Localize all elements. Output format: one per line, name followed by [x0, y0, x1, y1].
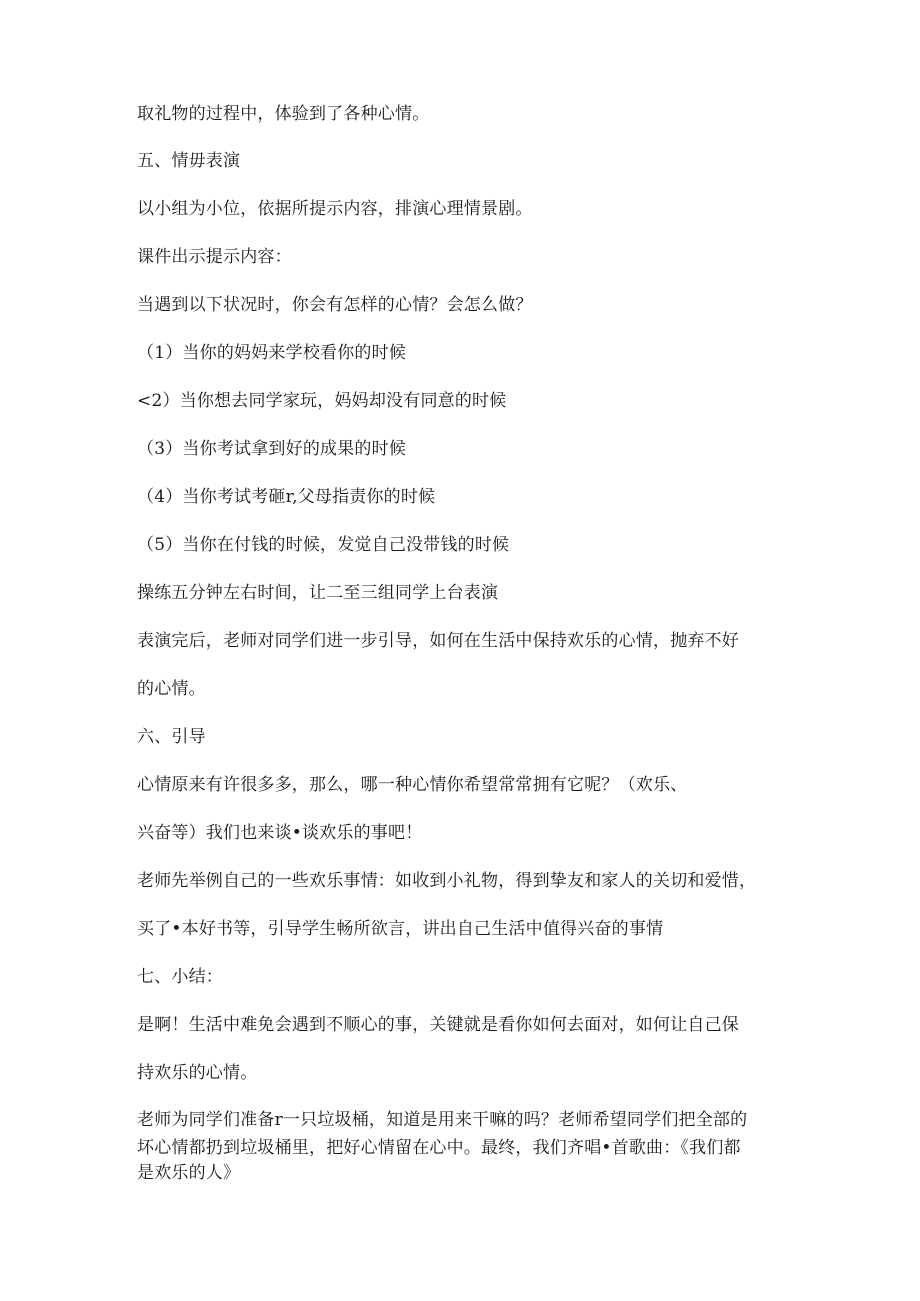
paragraph-line: 操练五分钟左右时间，让二至三组同学上台表演	[137, 583, 499, 603]
paragraph-line: 心情原来有许很多多，那么，哪一种心情你希望常常拥有它呢？（欢乐、	[137, 775, 688, 795]
paragraph-line: 课件出示提示内容：	[137, 247, 292, 267]
list-item: （3）当你考试拿到好的成果的时候	[137, 439, 407, 459]
paragraph-line: 是啊！生活中难免会遇到不顺心的事，关键就是看你如何去面对，如何让自己保	[137, 1015, 739, 1035]
paragraph-line: 以小组为小位，依据所提示内容，排演心理情景剧。	[137, 199, 533, 219]
list-item: （4）当你考试考砸r,父母指责你的时候	[137, 487, 436, 507]
paragraph-line: 表演完后，老师对同学们进一步引导，如何在生活中保持欢乐的心情，抛弃不好	[137, 631, 739, 651]
paragraph-line: 持欢乐的心情。	[137, 1063, 258, 1083]
paragraph-line: 当遇到以下状况时，你会有怎样的心情？会怎么做？	[137, 295, 533, 315]
paragraph-line: 是欢乐的人》	[137, 1163, 241, 1183]
section-heading-7: 七、小结：	[137, 967, 223, 987]
paragraph-line: 取礼物的过程中，体验到了各种心情。	[137, 104, 430, 124]
list-item: <2）当你想去同学家玩，妈妈却没有同意的时候	[137, 391, 507, 411]
paragraph-line: 老师先举例自己的一些欢乐事情：如收到小礼物，得到挚友和家人的关切和爱惜，	[137, 871, 757, 891]
list-item: （5）当你在付钱的时候，发觉自己没带钱的时候	[137, 535, 510, 555]
section-heading-6: 六、引导	[137, 727, 206, 747]
paragraph-line: 买了•本好书等，引导学生畅所欲言，讲出自己生活中值得兴奋的事情	[137, 919, 664, 939]
section-heading-5: 五、情毋表演	[137, 151, 241, 171]
paragraph-line: 的心情。	[137, 679, 206, 699]
paragraph-line: 兴奋等）我们也来谈•谈欢乐的事吧！	[137, 823, 423, 843]
paragraph-line: 老师为同学们准备r一只垃圾桶，知道是用来干嘛的吗？老师希望同学们把全部的	[137, 1110, 748, 1130]
paragraph-line: 坏心情都扔到垃圾桶里，把好心情留在心中。最终，我们齐唱•首歌曲：《我们都	[137, 1138, 741, 1158]
list-item: （1）当你的妈妈来学校看你的时候	[137, 343, 407, 363]
